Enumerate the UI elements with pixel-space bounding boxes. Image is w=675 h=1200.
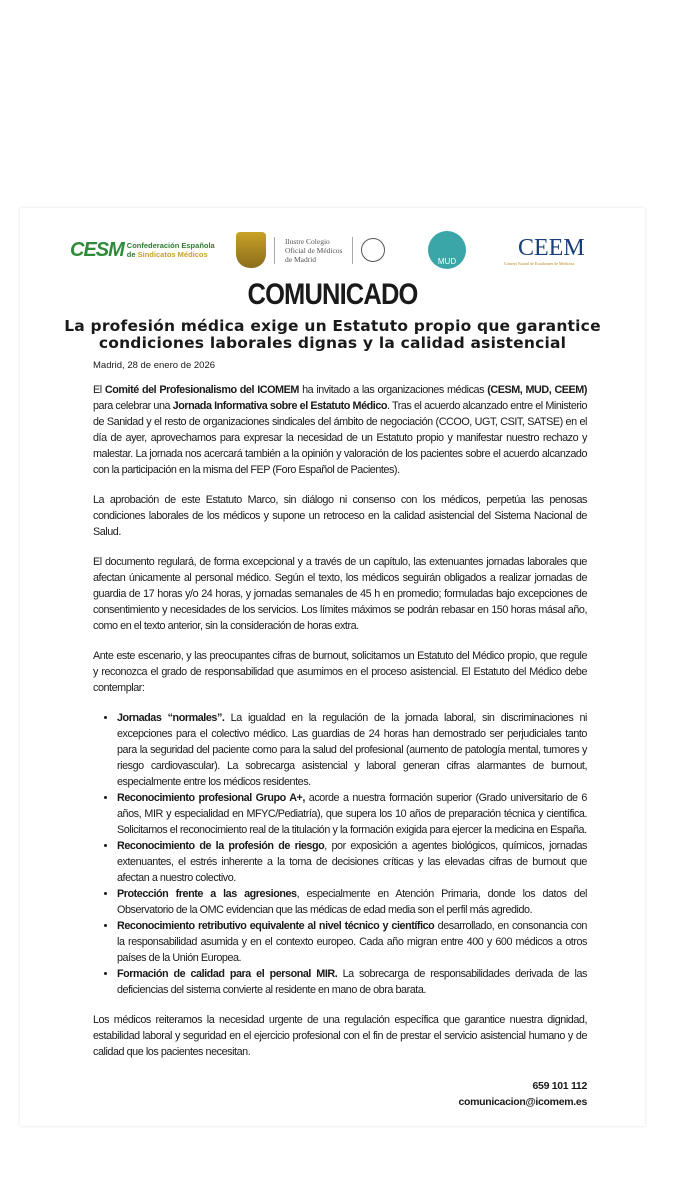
ceem-logo-sub: Consejo Estatal de Estudiantes de Medicina	[504, 260, 575, 266]
item-text: acorde a nuestra formación superior (Grado universitario de 6 años, MIR y especialidad en MFYC/Pediatría), que supera los 10 años de preparación técnica y científica. Solicitamos el reconocimiento real de la titulación y la formación exigida para ejercer la medicina en España.	[117, 792, 587, 836]
body-text	[93, 382, 587, 1060]
item-text: , por exposición a agentes biológicos, químicos, jornadas extenuantes, el estrés inherente a la toma de decisiones críticas y las elevadas cifras de burnout que afectan a nuestro colectivo.	[117, 840, 587, 884]
paragraph-2: La aprobación de este Estatuto Marco, sin diálogo ni consenso con los médicos, perpetúa las penosas condiciones laborales de los médicos y supone un retroceso en la calidad asistencial del Sistema Nacional de Salud.	[93, 494, 587, 538]
cesm-logo-text	[127, 241, 215, 259]
page-title: COMUNICADO	[247, 278, 418, 311]
item-heading: Reconocimiento profesional Grupo A+,	[117, 792, 305, 804]
item-heading: Formación de calidad para el personal MIR.	[117, 968, 338, 980]
cesm-logo-line1: Confederación Española	[126, 241, 215, 250]
text: El	[93, 384, 105, 396]
text: ha invitado a las organizaciones médicas	[298, 384, 488, 396]
stethoscope-icon	[428, 231, 466, 269]
contact-block	[93, 1078, 587, 1110]
press-release-document	[20, 208, 645, 1126]
paragraph-4: Ante este escenario, y las preocupantes cifras de burnout, solicitamos un Estatuto del Médico propio, que regule y reconozca el grado de responsabilidad que asumimos en el proceso asistencial. El Estatuto del Médico debe contemplar:	[93, 650, 587, 694]
paragraph-3: El documento regulará, de forma excepcional y a través de un capítulo, las extenuantes jornadas laborales que afectan únicamente al personal médico. Según el texto, los médicos seguirán obligados a realizar jornadas de guardia de 17 horas y/o 24 horas, y jornadas semanales de 45 h en promedio; formuladas bajo excepciones de consentimiento y necesidades de los servicios. Los límites máximos se podrán rebasar en 150 horas másal año, como en el texto anterior, sin la consideración de horas extra.	[93, 556, 587, 632]
demands-list	[93, 710, 587, 998]
text: para celebrar una	[93, 400, 173, 412]
icomem-logo-text	[274, 237, 353, 264]
bold-text: Comité del Profesionalismo del ICOMEM	[104, 384, 299, 396]
item-text: , especialmente en Atención Primaria, donde los datos del Observatorio de la OMC evidencian que las médicas de edad media son el perfil más agredido.	[117, 888, 587, 916]
subtitle-line1: La profesión médica exige un Estatuto propio que garantice	[64, 317, 601, 335]
cesm-logo	[70, 228, 215, 272]
coat-of-arms-icon	[236, 232, 266, 268]
icomem-logo	[236, 228, 385, 272]
text: . Tras el acuerdo alcanzado entre el Ministerio de Sanidad y el resto de organizaciones sindicales del ámbito de negociación (CCOO, UGT, CSIT, SATSE) en el día de ayer, aprovechamos para expresar la necesidad de un Estatuto propio y manifestar nuestro rechazo y malestar. La jornada nos acercará también a la opinión y valoración de los pacientes sobre el acuerdo alcanzado con la participación en la misma del FEP (Foro Español de Pacientes).	[93, 400, 588, 476]
item-text: La sobrecarga de responsabilidades derivada de las deficiencias del sistema convierte al residente en mano de obra barata.	[117, 968, 587, 996]
list-item	[117, 790, 587, 838]
paragraph-closing: Los médicos reiteramos la necesidad urgente de una regulación específica que garantice nuestra dignidad, estabilidad laboral y seguridad en el ejercicio profesional con el fin de prestar el servicio asistencial humano y de calidad que los pacientes necesitan.	[93, 1014, 587, 1058]
madrid-stamp-icon	[361, 238, 385, 262]
list-item	[117, 966, 587, 998]
mud-logo-text: MUD	[437, 257, 457, 266]
subtitle-line2: condiciones laborales dignas y la calidad asistencial	[98, 334, 567, 352]
list-item	[117, 886, 587, 918]
icomem-line2: Oficial de Médicos	[285, 245, 343, 255]
bold-text: Jornada Informativa sobre el Estatuto Médico	[172, 400, 388, 412]
item-heading: Reconocimiento retributivo equivalente al nivel técnico y científico	[117, 920, 435, 932]
contact-email[interactable]: comunicacion@icomem.es	[458, 1096, 587, 1108]
list-item	[117, 838, 587, 886]
contact-phone: 659 101 112	[532, 1080, 587, 1092]
cesm-logo-mark: CESM	[70, 238, 124, 261]
item-heading: Reconocimiento de la profesión de riesgo	[117, 840, 325, 852]
paragraph-intro	[93, 382, 587, 478]
icomem-line3: de Madrid	[285, 254, 317, 264]
list-item	[117, 710, 587, 790]
cesm-logo-line2b: Sindicatos Médicos	[137, 250, 208, 259]
mud-logo	[428, 228, 466, 272]
logo-bar	[20, 228, 645, 272]
cesm-logo-line2a: de	[126, 250, 138, 259]
document-flow	[20, 382, 645, 1126]
date-line: Madrid, 28 de enero de 2026	[93, 360, 216, 371]
item-text: La igualdad en la regulación de la jornada laboral, sin discriminaciones ni excepciones para el colectivo médico. Las guardias de 24 horas han demostrado ser perjudiciales tanto para la seguridad del paciente como para la salud del profesional (aumento de patología mental, tumores y riesgo cardiovascular). La sobrecarga asistencial y laboral generan cifras alarmantes de burnout, especialmente entre los médicos residentes.	[117, 712, 588, 788]
icomem-line1: Ilustre Colegio	[285, 236, 330, 246]
list-item	[117, 918, 587, 966]
ceem-logo	[504, 228, 585, 272]
item-text: desarrollado, en consonancia con la responsabilidad asumida y en el contexto europeo. Cada año migran entre 400 y 600 médicos a otros países de la Unión Europea.	[117, 920, 587, 964]
cesm-logo-line2	[127, 250, 215, 259]
item-heading: Jornadas “normales”.	[117, 712, 225, 724]
subtitle	[20, 318, 645, 352]
bold-text: (CESM, MUD, CEEM)	[487, 384, 587, 396]
item-heading: Protección frente a las agresiones	[117, 888, 297, 900]
ceem-logo-name: CEEM	[518, 234, 585, 261]
